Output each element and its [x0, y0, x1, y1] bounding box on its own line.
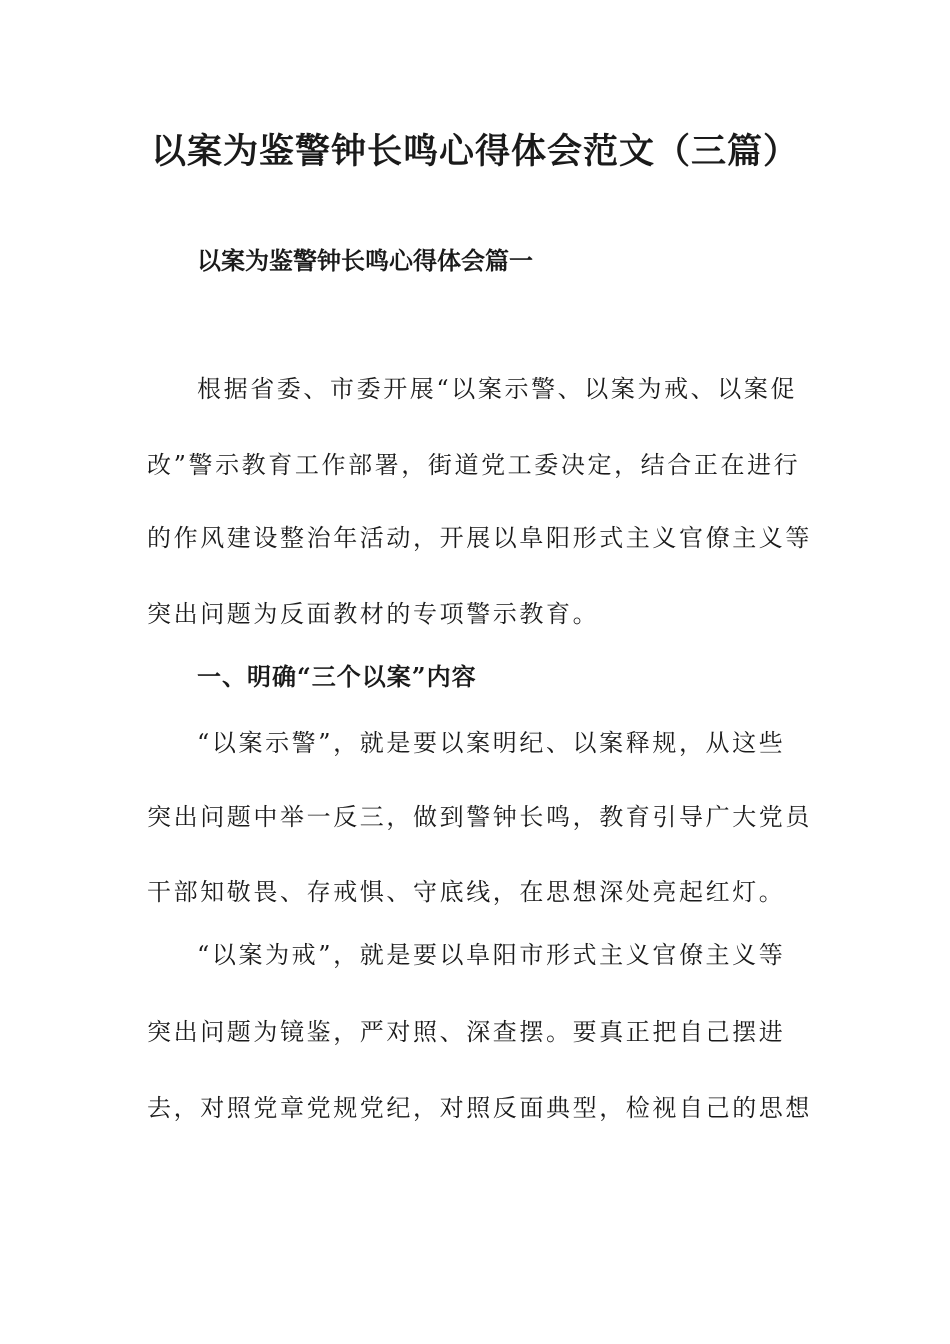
section-heading: 以案为鉴警钟长鸣心得体会篇一 — [197, 246, 533, 275]
paragraph-line: “以案为戒”，就是要以阜阳市形式主义官僚主义等 — [197, 941, 786, 969]
paragraph-line: 根据省委、市委开展“以案示警、以案为戒、以案促 — [197, 375, 798, 403]
subsection-heading: 一、明确“三个以案”内容 — [197, 662, 477, 691]
paragraph-line: 的作风建设整治年活动，开展以阜阳形式主义官僚主义等 — [147, 524, 812, 552]
paragraph-line: “以案示警”，就是要以案明纪、以案释规，从这些 — [197, 729, 786, 757]
paragraph-line: 去，对照党章党规党纪，对照反面典型，检视自己的思想 — [147, 1094, 812, 1122]
paragraph-line: 突出问题中举一反三，做到警钟长鸣，教育引导广大党员 — [147, 803, 812, 831]
document-title: 以案为鉴警钟长鸣心得体会范文（三篇） — [150, 131, 799, 172]
paragraph-line: 干部知敬畏、存戒惧、守底线，在思想深处亮起红灯。 — [147, 878, 786, 906]
paragraph-line: 突出问题为反面教材的专项警示教育。 — [147, 600, 600, 628]
paragraph-line: 突出问题为镜鉴，严对照、深查摆。要真正把自己摆进 — [147, 1018, 786, 1046]
paragraph-line: 改”警示教育工作部署，街道党工委决定，结合正在进行 — [147, 451, 801, 479]
